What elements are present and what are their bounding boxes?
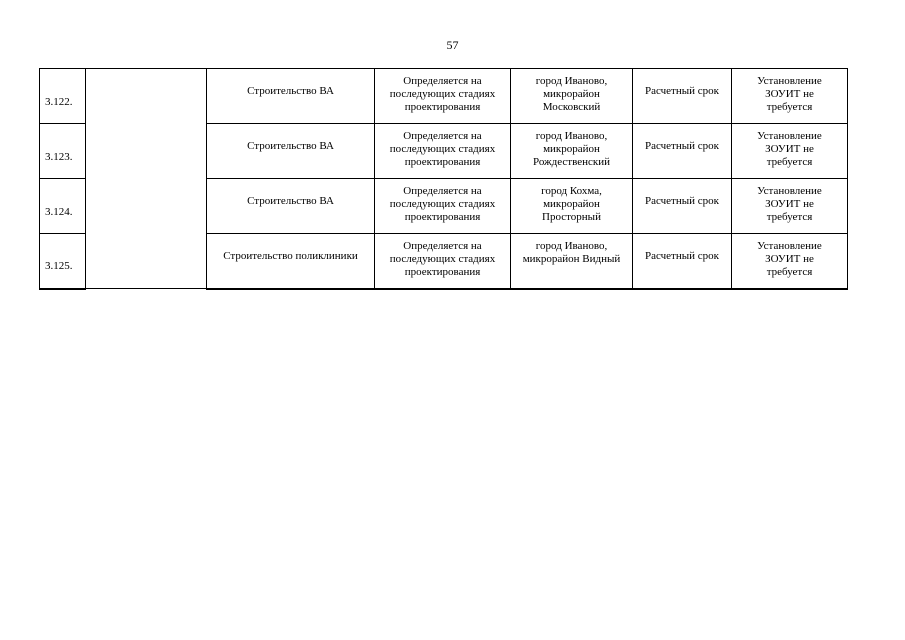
area-cell: город Кохма, микрорайон Просторный bbox=[511, 179, 633, 234]
row-number-cell: 3.123. bbox=[40, 124, 86, 179]
term-cell: Расчетный срок bbox=[633, 124, 732, 179]
object-name-cell: Строительство ВА bbox=[207, 69, 375, 124]
zone-cell: Установление ЗОУИТ не требуется bbox=[732, 124, 848, 179]
object-name-cell: Строительство ВА bbox=[207, 124, 375, 179]
table-row bbox=[40, 69, 848, 124]
row-number-cell: 3.122. bbox=[40, 69, 86, 124]
merged-empty-cell bbox=[86, 69, 207, 289]
document-table bbox=[39, 68, 848, 290]
row-number-cell: 3.125. bbox=[40, 234, 86, 289]
location-cell: Определяется на последующих стадиях проектирования bbox=[375, 179, 511, 234]
area-cell: город Иваново, микрорайон Рождественский bbox=[511, 124, 633, 179]
object-name-cell: Строительство поликлиники bbox=[207, 234, 375, 289]
location-cell: Определяется на последующих стадиях проектирования bbox=[375, 124, 511, 179]
page-number: 57 bbox=[446, 38, 459, 52]
term-cell: Расчетный срок bbox=[633, 234, 732, 289]
location-cell: Определяется на последующих стадиях проектирования bbox=[375, 234, 511, 289]
zone-cell: Установление ЗОУИТ не требуется bbox=[732, 69, 848, 124]
location-cell: Определяется на последующих стадиях проектирования bbox=[375, 69, 511, 124]
object-name-cell: Строительство ВА bbox=[207, 179, 375, 234]
area-cell: город Иваново, микрорайон Московский bbox=[511, 69, 633, 124]
zone-cell: Установление ЗОУИТ не требуется bbox=[732, 179, 848, 234]
area-cell: город Иваново, микрорайон Видный bbox=[511, 234, 633, 289]
row-number-cell: 3.124. bbox=[40, 179, 86, 234]
zone-cell: Установление ЗОУИТ не требуется bbox=[732, 234, 848, 289]
term-cell: Расчетный срок bbox=[633, 179, 732, 234]
term-cell: Расчетный срок bbox=[633, 69, 732, 124]
